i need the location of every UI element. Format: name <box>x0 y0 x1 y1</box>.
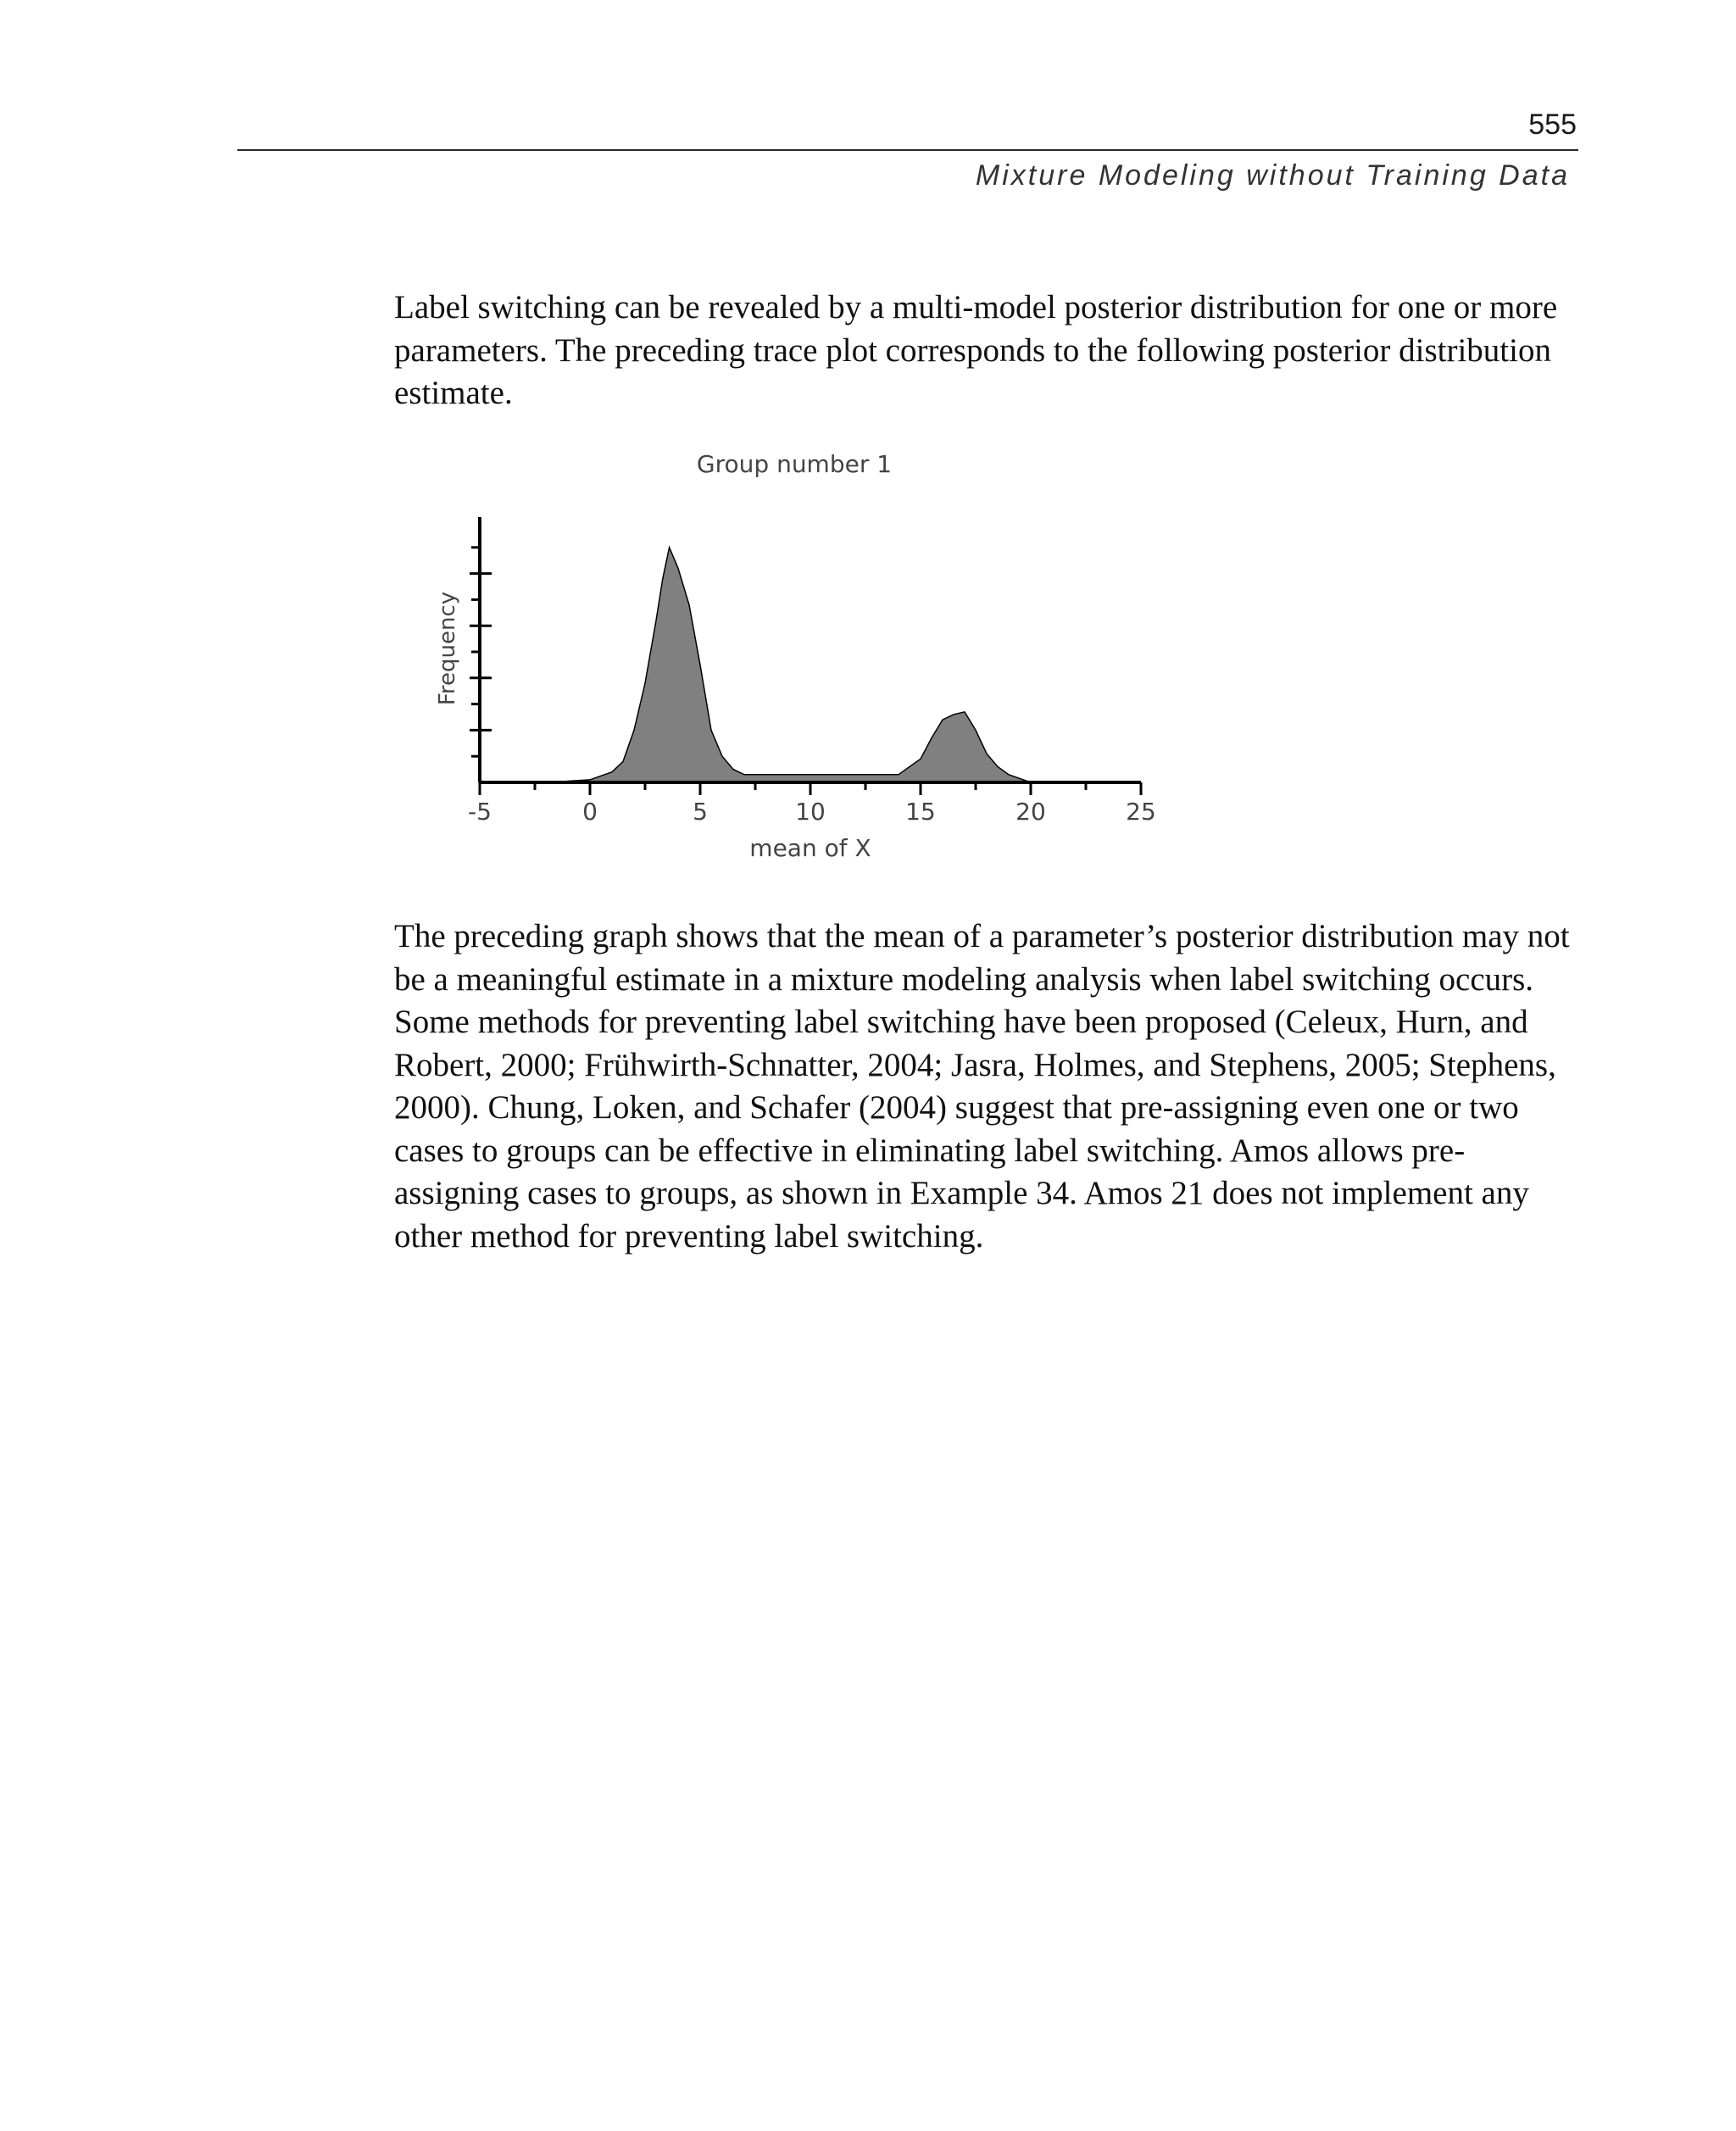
discussion-paragraph: The preceding graph shows that the mean of a parameter’s posterior distribution may not be a meaningful estimate in a mixture modeling analysis when label switching occurs. Some methods for preventing label switching have been proposed (Celeux, Hurn, and Robert, 2000; Frühwirth-Schnatter, 2004; Jasra, Holmes, and Stephens, 2005; Stephens, 2000). Chung, Loken, and Schafer (2004) suggest that pre-assigning even one or two cases to groups can be effective in eliminating label switching. Amos allows pre-assigning cases to groups, as shown in Example 34. Amos 21 does not implement any other method for preventing label switching. <box>394 918 1570 1255</box>
x-tick-label: 5 <box>693 798 708 826</box>
x-tick-label: 25 <box>1126 798 1156 826</box>
x-tick-label: 0 <box>582 798 598 826</box>
running-title: Mixture Modeling without Training Data <box>975 159 1570 192</box>
x-tick-label: -5 <box>468 798 492 826</box>
header-rule <box>237 149 1578 151</box>
x-tick-label: 10 <box>795 798 826 826</box>
page-number: 555 <box>1528 108 1577 141</box>
chart-plot-area <box>468 517 1156 826</box>
x-axis-label: mean of X <box>749 834 871 862</box>
posterior-distribution-chart <box>424 449 1170 873</box>
x-tick-label: 20 <box>1015 798 1046 826</box>
intro-paragraph: Label switching can be revealed by a multi-model posterior distribution for one or more parameters. The preceding trace plot corresponds to the following posterior distribution estimate. <box>394 289 1558 411</box>
posterior-distribution-figure <box>424 449 1170 873</box>
chart-title: Group number 1 <box>696 450 893 478</box>
x-tick-label: 15 <box>905 798 936 826</box>
y-axis-label: Frequency <box>435 591 460 706</box>
density-area <box>557 548 1031 782</box>
